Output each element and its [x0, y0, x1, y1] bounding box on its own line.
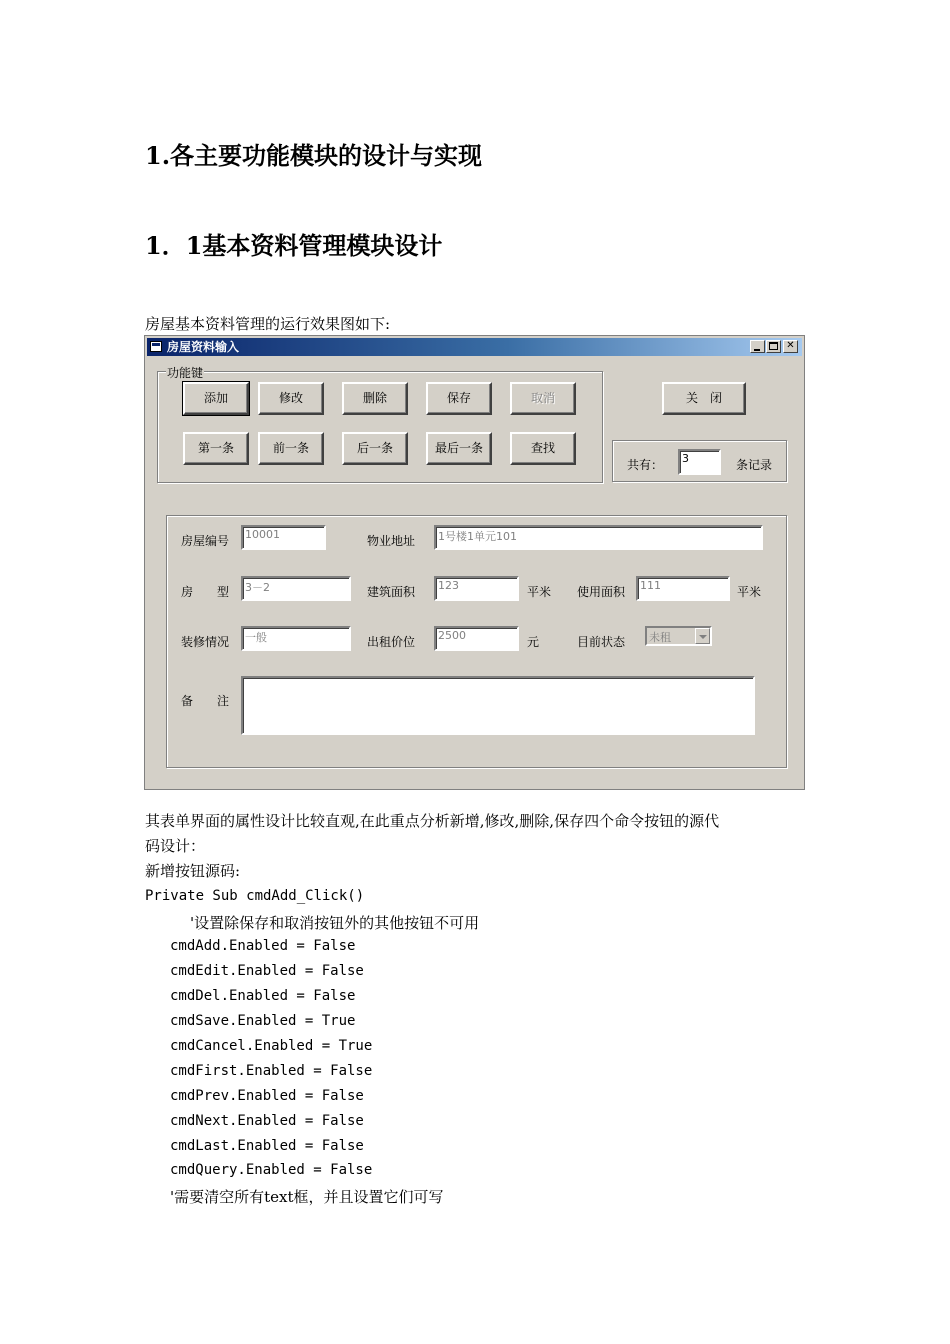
- last-record-button[interactable]: 最后一条: [426, 432, 492, 465]
- group-label: 功能键: [167, 366, 204, 380]
- next-record-button[interactable]: 后一条: [342, 432, 408, 465]
- decoration-label: 装修情况: [181, 635, 230, 649]
- section-heading: 1.各主要功能模块的设计与实现: [145, 141, 483, 170]
- status-label: 目前状态: [577, 635, 626, 649]
- build-area-field[interactable]: 123: [434, 576, 519, 601]
- code-comment-1: '设置除保存和取消按钮外的其他按钮不可用: [190, 914, 480, 932]
- remark-field[interactable]: [241, 676, 755, 735]
- status-value: 未租: [649, 631, 671, 644]
- window-title: 房屋资料输入: [167, 340, 240, 354]
- delete-button[interactable]: 删除: [342, 382, 408, 415]
- rent-price-label: 出租价位: [367, 635, 416, 649]
- maximize-button[interactable]: [766, 340, 781, 353]
- app-icon: [150, 341, 162, 352]
- code-line: cmdQuery.Enabled = False: [170, 1162, 373, 1178]
- first-record-button[interactable]: 第一条: [183, 432, 249, 465]
- edit-button[interactable]: 修改: [258, 382, 324, 415]
- paragraph-line-3: 新增按钮源码:: [145, 862, 241, 880]
- code-line: cmdFirst.Enabled = False: [170, 1063, 373, 1079]
- intro-text: 房屋基本资料管理的运行效果图如下:: [145, 315, 391, 333]
- house-info-window: [144, 335, 805, 790]
- house-type-label: 房 型: [181, 585, 230, 599]
- use-area-unit: 平米: [737, 585, 762, 599]
- code-line: cmdCancel.Enabled = True: [170, 1038, 373, 1054]
- decoration-field[interactable]: 一般: [241, 626, 351, 651]
- code-comment-2: '需要清空所有text框，并且设置它们可写: [170, 1188, 444, 1206]
- save-button[interactable]: 保存: [426, 382, 492, 415]
- close-button[interactable]: 关 闭: [662, 382, 746, 415]
- address-label: 物业地址: [367, 534, 416, 548]
- counter-suffix: 条记录: [736, 458, 773, 472]
- minimize-button[interactable]: [750, 340, 765, 353]
- remark-label: 备 注: [181, 694, 230, 708]
- window-titlebar: [147, 338, 802, 356]
- subsection-heading: 1．1基本资料管理模块设计: [145, 231, 443, 260]
- window-close-button[interactable]: [783, 340, 798, 353]
- record-count-field[interactable]: 3: [678, 449, 721, 475]
- code-line: cmdLast.Enabled = False: [170, 1138, 364, 1154]
- prev-record-button[interactable]: 前一条: [258, 432, 324, 465]
- chevron-down-icon[interactable]: [695, 628, 710, 644]
- add-button[interactable]: 添加: [183, 382, 249, 415]
- rent-price-unit: 元: [527, 635, 540, 649]
- code-line: cmdAdd.Enabled = False: [170, 938, 356, 954]
- query-button[interactable]: 查找: [510, 432, 576, 465]
- address-field[interactable]: 1号楼1单元101: [434, 525, 763, 550]
- rent-price-field[interactable]: 2500: [434, 626, 519, 651]
- cancel-button[interactable]: 取消: [510, 382, 576, 415]
- counter-prefix: 共有：: [627, 458, 664, 472]
- paragraph-line-2: 码设计：: [145, 837, 206, 855]
- maximize-icon: [769, 342, 778, 350]
- house-type-field[interactable]: 3－2: [241, 576, 351, 601]
- use-area-label: 使用面积: [577, 585, 626, 599]
- build-area-unit: 平米: [527, 585, 552, 599]
- code-header: Private Sub cmdAdd_Click(): [145, 888, 365, 904]
- code-line: cmdDel.Enabled = False: [170, 988, 356, 1004]
- code-line: cmdPrev.Enabled = False: [170, 1088, 364, 1104]
- house-no-label: 房屋编号: [181, 534, 230, 548]
- close-icon: ✕: [786, 340, 795, 351]
- house-no-field[interactable]: 10001: [241, 525, 326, 550]
- code-line: cmdSave.Enabled = True: [170, 1013, 356, 1029]
- code-line: cmdEdit.Enabled = False: [170, 963, 364, 979]
- use-area-field[interactable]: 111: [636, 576, 730, 601]
- minimize-icon: [754, 349, 760, 351]
- paragraph-line-1: 其表单界面的属性设计比较直观,在此重点分析新增,修改,删除,保存四个命令按钮的源代: [145, 812, 720, 830]
- status-select[interactable]: [645, 626, 712, 646]
- code-line: cmdNext.Enabled = False: [170, 1113, 364, 1129]
- build-area-label: 建筑面积: [367, 585, 416, 599]
